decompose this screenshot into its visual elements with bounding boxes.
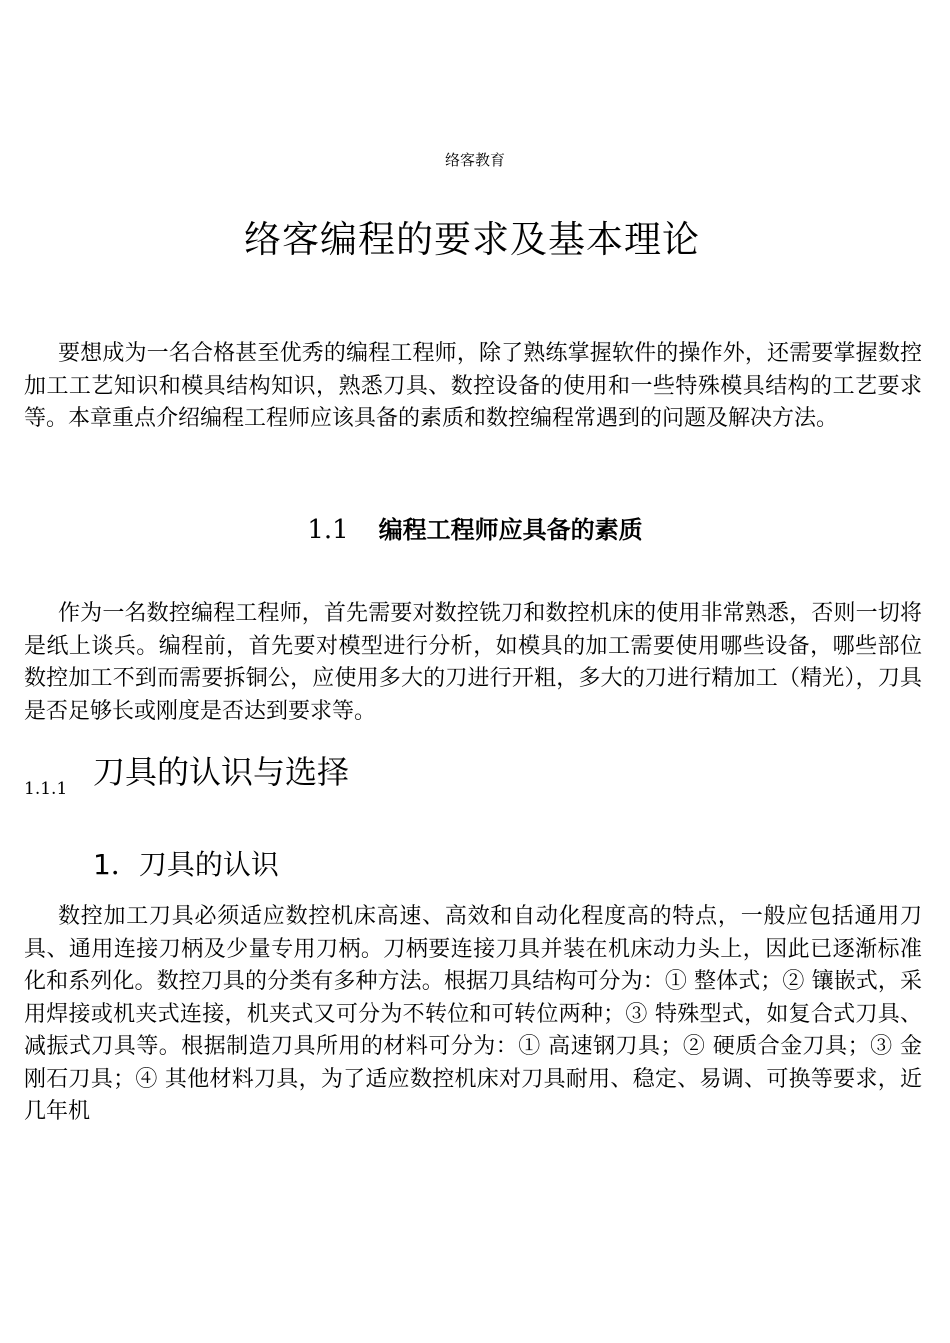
section-paragraph: 作为一名数控编程工程师，首先需要对数控铣刀和数控机床的使用非常熟悉，否则一切将是纸上谈兵。编程前，首先要对模型进行分析，如模具的加工需要使用哪些设备，哪些部位数控加工不到而需要拆铜公，应使用多大的刀进行开粗，多大的刀进行精加工（精光），刀具是否足够长或刚度是否达到要求等。 (24, 601, 922, 724)
page-header: 络客教育 (444, 151, 505, 169)
item-heading: 1．刀具的认识 (93, 848, 279, 881)
intro-paragraph: 要想成为一名合格甚至优秀的编程工程师，除了熟练掌握软件的操作外，还需要掌握数控加工工艺知识和模具结构知识，熟悉刀具、数控设备的使用和一些特殊模具结构的工艺要求等。本章重点介绍编程工程师应该具备的素质和数控编程常遇到的问题及解决方法。 (24, 341, 922, 431)
section-number: 1.1 (307, 515, 349, 545)
section-title: 编程工程师应具备的素质 (378, 516, 643, 544)
section-heading (0, 510, 950, 550)
subsection-title: 刀具的认识与选择 (93, 753, 350, 791)
item-paragraph: 数控加工刀具必须适应数控机床高速、高效和自动化程度高的特点，一般应包括通用刀具、通用连接刀柄及少量专用刀柄。刀柄要连接刀具并装在机床动力头上，因此已逐渐标准化和系列化。数控刀具的分类有多种方法。根据刀具结构可分为：① 整体式；② 镶嵌式，采用焊接或机夹式连接，机夹式又可分为不转位和可转位两种；③ 特殊型式，如复合式刀具、减振式刀具等。根据制造刀具所用的材料可分为：① 高速钢刀具；② 硬质合金刀具；③ 金刚石刀具；④ 其他材料刀具，为了适应数控机床对刀具耐用、稳定、易调、可换等要求，近几年机 (24, 904, 922, 1124)
chapter-title: 络客编程的要求及基本理论 (244, 218, 700, 261)
subsection-number: 1.1.1 (24, 779, 68, 799)
